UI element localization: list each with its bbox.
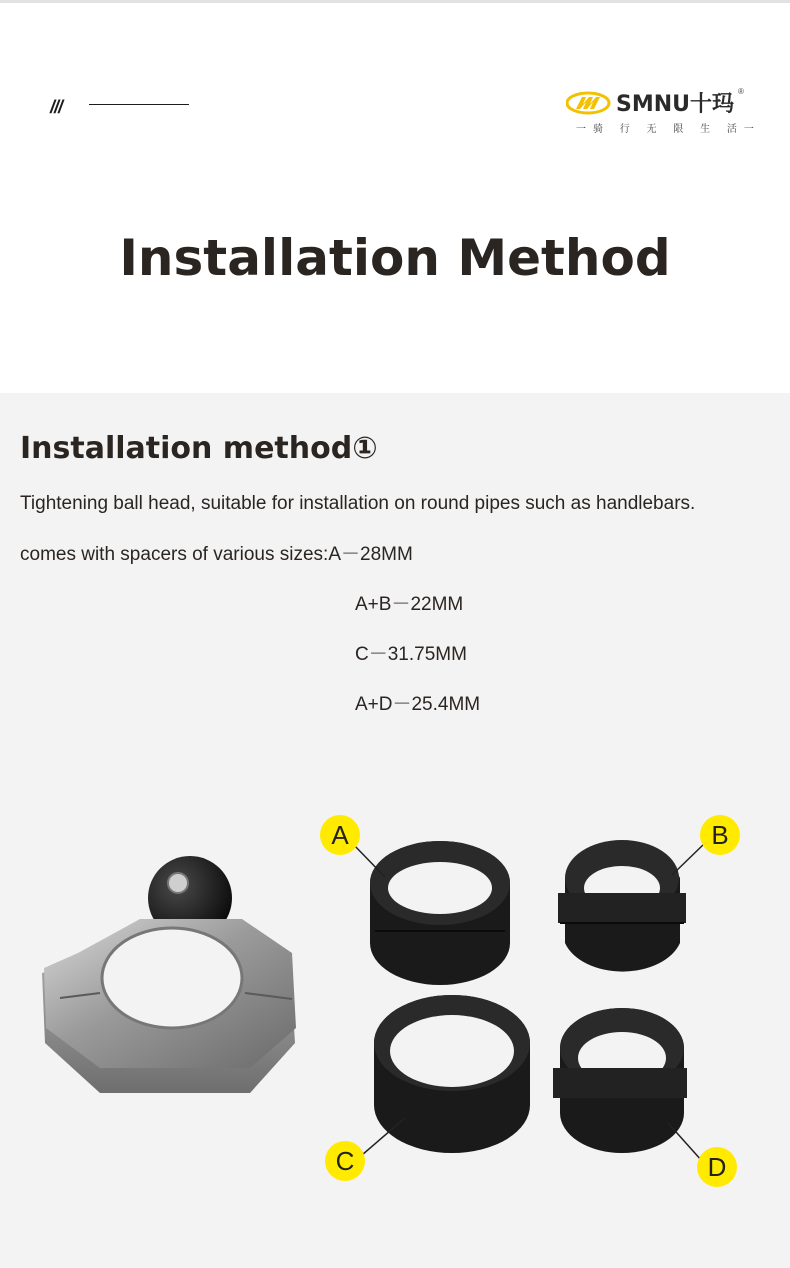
product-figure	[0, 793, 790, 1213]
leader-line-d	[668, 1123, 702, 1161]
section-title: Installation method①	[20, 431, 378, 466]
logo-mark-icon	[566, 91, 614, 115]
page-title: Installation Method	[119, 229, 671, 287]
decorative-rule	[89, 104, 189, 105]
brand-logo	[566, 87, 761, 139]
label-b: B	[700, 815, 740, 855]
sizes-intro: comes with spacers of various sizes:A－28MM	[20, 544, 413, 565]
label-c: C	[325, 1141, 365, 1181]
label-a: A	[320, 815, 360, 855]
ball-clamp	[42, 856, 296, 1093]
logo-slogan: 一骑 行 无 限 生 活一	[576, 124, 761, 135]
spacer-b	[558, 840, 686, 972]
spacer-c	[374, 995, 530, 1153]
size-line-c: C－31.75MM	[355, 644, 467, 665]
installation-section	[0, 393, 790, 1268]
product-illustration	[0, 793, 790, 1213]
section-description: Tightening ball head, suitable for installation on round pipes such as handlebars.	[20, 493, 696, 514]
leader-line-b	[672, 843, 705, 875]
spacer-d	[553, 1008, 687, 1153]
spacer-a	[370, 841, 510, 985]
size-line-a-b: A+B－22MM	[355, 594, 464, 615]
logo-brand-name: SMNU十玛	[616, 92, 735, 117]
leader-line-a	[352, 843, 385, 877]
decorative-slashes: ///	[50, 97, 63, 117]
header	[0, 3, 790, 393]
label-d: D	[697, 1147, 737, 1187]
size-line-a-d: A+D－25.4MM	[355, 694, 481, 715]
logo-registered-mark: ®	[738, 87, 744, 96]
